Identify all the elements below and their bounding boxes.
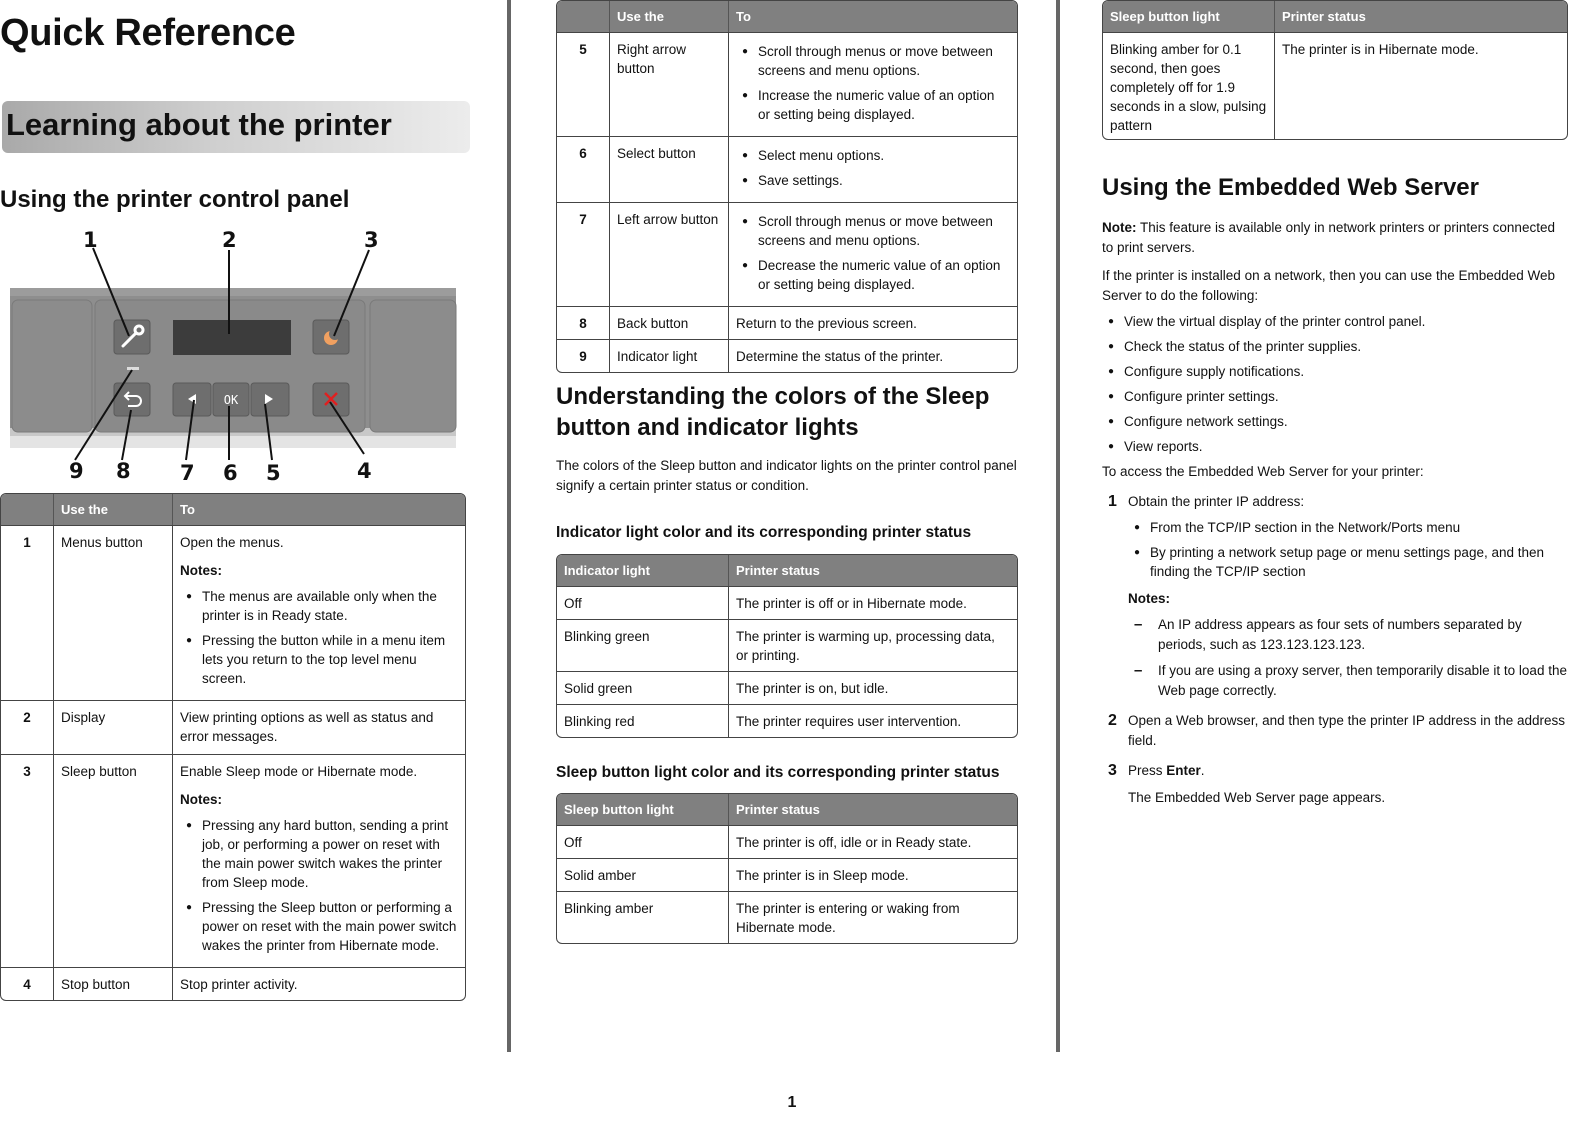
table-row bbox=[1103, 32, 1567, 139]
callout-7: 7 bbox=[180, 461, 195, 485]
ews-bullet: ● Check the status of the printer supplies. bbox=[1102, 337, 1568, 356]
control-panel-table-2 bbox=[556, 0, 1018, 373]
cell: Off bbox=[557, 586, 728, 619]
table-row bbox=[557, 671, 1017, 704]
step-result: The Embedded Web Server page appears. bbox=[1128, 790, 1386, 805]
step-bullet: ● From the TCP/IP section in the Network/Ports menu bbox=[1128, 518, 1568, 537]
row-number: 1 bbox=[1, 525, 53, 700]
step-text: Open a Web browser, and then type the printer IP address in the address field. bbox=[1128, 713, 1566, 748]
cell: The printer is on, but idle. bbox=[728, 671, 1017, 704]
row-number: 5 bbox=[557, 32, 609, 136]
table-header: Use the bbox=[609, 1, 728, 32]
row-use: Indicator light bbox=[609, 339, 728, 372]
table-header: To bbox=[728, 1, 1017, 32]
indicator-status-table bbox=[556, 554, 1018, 738]
bullet-item: ● Select menu options. bbox=[736, 146, 1010, 165]
table-row bbox=[557, 858, 1017, 891]
callout-4: 4 bbox=[357, 459, 372, 483]
row-number: 7 bbox=[557, 202, 609, 306]
row-number: 4 bbox=[1, 967, 53, 1000]
table-row bbox=[557, 825, 1017, 858]
bullet-item: ● Increase the numeric value of an option or setting being displayed. bbox=[736, 86, 1010, 124]
note-text: This feature is available only in network printers or printers connected to print servers. bbox=[1102, 220, 1555, 255]
cell: The printer is off, idle or in Ready state. bbox=[728, 825, 1017, 858]
ews-bullet: ● Configure network settings. bbox=[1102, 412, 1568, 431]
row-to bbox=[728, 202, 1017, 306]
callout-6: 6 bbox=[223, 461, 238, 485]
table-header: Sleep button light bbox=[557, 794, 728, 825]
row-to bbox=[172, 754, 465, 967]
step-text: Obtain the printer IP address: bbox=[1128, 494, 1305, 509]
banner-title: Learning about the printer bbox=[6, 107, 392, 142]
step-note: – If you are using a proxy server, then temporarily disable it to load the Web page correctly. bbox=[1128, 661, 1568, 701]
row-number: 3 bbox=[1, 754, 53, 967]
step-number: 1 bbox=[1108, 493, 1117, 510]
row-to bbox=[728, 136, 1017, 202]
table-row bbox=[557, 202, 1017, 306]
callout-3: 3 bbox=[364, 228, 379, 252]
cell: The printer is in Sleep mode. bbox=[728, 858, 1017, 891]
note-label: Note: bbox=[1102, 220, 1137, 235]
row-to: Return to the previous screen. bbox=[728, 306, 1017, 339]
cell: Solid green bbox=[557, 671, 728, 704]
cell: The printer requires user intervention. bbox=[728, 704, 1017, 737]
table-header: Sleep button light bbox=[1103, 1, 1274, 32]
control-panel-heading: Using the printer control panel bbox=[0, 186, 350, 213]
table-row bbox=[1, 700, 465, 754]
ews-steps bbox=[1102, 492, 1568, 808]
ews-bullet: ● View the virtual display of the printer control panel. bbox=[1102, 312, 1568, 331]
step-bullet: ● By printing a network setup page or menu settings page, and then finding the TCP/IP section bbox=[1128, 543, 1568, 581]
sleep-status-table bbox=[556, 793, 1018, 944]
row-to: Stop printer activity. bbox=[172, 967, 465, 1000]
table-row bbox=[557, 704, 1017, 737]
ews-heading: Using the Embedded Web Server bbox=[1102, 174, 1479, 201]
row-to-text: Open the menus. bbox=[180, 535, 284, 550]
page-title: Quick Reference bbox=[0, 12, 296, 54]
notes-label: Notes: bbox=[1128, 591, 1171, 606]
cell: The printer is off or in Hibernate mode. bbox=[728, 586, 1017, 619]
step-text-end: . bbox=[1200, 763, 1205, 778]
page-number: 1 bbox=[787, 1094, 797, 1111]
table-header bbox=[1, 494, 53, 525]
ews-note bbox=[1102, 218, 1568, 258]
table-row bbox=[1, 525, 465, 700]
control-panel-diagram bbox=[0, 228, 468, 486]
row-number: 6 bbox=[557, 136, 609, 202]
row-use: Back button bbox=[609, 306, 728, 339]
table-header: To bbox=[172, 494, 465, 525]
table-header: Printer status bbox=[728, 555, 1017, 586]
callout-8: 8 bbox=[116, 459, 131, 483]
cell: The printer is warming up, processing data, or printing. bbox=[728, 619, 1017, 671]
step-note: – An IP address appears as four sets of numbers separated by periods, such as 123.123.123.123. bbox=[1128, 615, 1568, 655]
bullet-item: ● Decrease the numeric value of an option or setting being displayed. bbox=[736, 256, 1010, 294]
ews-bullet: ● Configure printer settings. bbox=[1102, 387, 1568, 406]
cell: The printer is entering or waking from Hibernate mode. bbox=[728, 891, 1017, 943]
table-row bbox=[557, 586, 1017, 619]
note-item: ● Pressing the Sleep button or performing a power on reset with the main power switch wakes the printer from Hibernate mode. bbox=[180, 898, 458, 955]
indicator-light-graphic bbox=[127, 367, 139, 370]
section-banner bbox=[2, 101, 470, 153]
table-header: Printer status bbox=[1274, 1, 1567, 32]
table-header: Printer status bbox=[728, 794, 1017, 825]
table-row bbox=[557, 32, 1017, 136]
step-text: Press bbox=[1128, 763, 1163, 778]
ews-bullet: ● View reports. bbox=[1102, 437, 1568, 456]
row-use: Sleep button bbox=[53, 754, 172, 967]
step-3 bbox=[1102, 761, 1568, 808]
control-panel-table-1 bbox=[0, 493, 466, 1001]
colors-intro: The colors of the Sleep button and indicator lights on the printer control panel signify a certain printer status or condition. bbox=[556, 458, 1017, 493]
notes-label: Notes: bbox=[180, 792, 223, 807]
ews-access: To access the Embedded Web Server for your printer: bbox=[1102, 464, 1424, 479]
table-row bbox=[1, 967, 465, 1000]
table-header bbox=[557, 1, 609, 32]
cell: The printer is in Hibernate mode. bbox=[1274, 32, 1567, 139]
row-number: 9 bbox=[557, 339, 609, 372]
table-row bbox=[557, 891, 1017, 943]
table-row bbox=[557, 619, 1017, 671]
callout-1: 1 bbox=[83, 228, 98, 252]
row-number: 8 bbox=[557, 306, 609, 339]
ews-intro: If the printer is installed on a network, then you can use the Embedded Web Server to do the following: bbox=[1102, 268, 1556, 303]
cell: Blinking red bbox=[557, 704, 728, 737]
sleep-table-heading: Sleep button light color and its corresponding printer status bbox=[556, 764, 1000, 781]
colors-heading: Understanding the colors of the Sleep button and indicator lights bbox=[556, 383, 990, 441]
row-use: Display bbox=[53, 700, 172, 754]
notes-label: Notes: bbox=[180, 563, 223, 578]
callout-5: 5 bbox=[266, 461, 281, 485]
table-row bbox=[557, 306, 1017, 339]
bullet-item: ● Save settings. bbox=[736, 171, 1010, 190]
column-divider bbox=[507, 0, 511, 1052]
note-item: ● Pressing any hard button, sending a print job, or performing a power on reset with the main power switch wakes the printer from Sleep mode. bbox=[180, 816, 458, 892]
back-button-graphic bbox=[114, 383, 150, 416]
row-use: Menus button bbox=[53, 525, 172, 700]
row-use: Stop button bbox=[53, 967, 172, 1000]
ews-body bbox=[1102, 218, 1568, 818]
bullet-item: ● Scroll through menus or move between screens and menu options. bbox=[736, 42, 1010, 80]
row-use: Left arrow button bbox=[609, 202, 728, 306]
table-row bbox=[557, 339, 1017, 372]
callout-2: 2 bbox=[222, 228, 237, 252]
row-to bbox=[172, 525, 465, 700]
callout-9: 9 bbox=[69, 459, 84, 483]
control-panel-illustration bbox=[0, 228, 468, 486]
table-row bbox=[1, 754, 465, 967]
table-row bbox=[557, 136, 1017, 202]
cell: Blinking amber for 0.1 second, then goes completely off for 1.9 seconds in a slow, pulsing pattern bbox=[1103, 32, 1274, 139]
table-header: Use the bbox=[53, 494, 172, 525]
step-2 bbox=[1102, 711, 1568, 751]
ok-label: OK bbox=[223, 393, 239, 407]
cell: Blinking amber bbox=[557, 891, 728, 943]
row-to: View printing options as well as status and error messages. bbox=[172, 700, 465, 754]
note-item: ● The menus are available only when the printer is in Ready state. bbox=[180, 587, 458, 625]
ews-bullet: ● Configure supply notifications. bbox=[1102, 362, 1568, 381]
note-item: ● Pressing the button while in a menu item lets you return to the top level menu screen. bbox=[180, 631, 458, 688]
step-1 bbox=[1102, 492, 1568, 701]
table-header: Indicator light bbox=[557, 555, 728, 586]
row-use: Select button bbox=[609, 136, 728, 202]
bullet-item: ● Scroll through menus or move between screens and menu options. bbox=[736, 212, 1010, 250]
cell: Solid amber bbox=[557, 858, 728, 891]
row-number: 2 bbox=[1, 700, 53, 754]
cell: Off bbox=[557, 825, 728, 858]
column-divider bbox=[1056, 0, 1060, 1052]
step-number: 3 bbox=[1108, 762, 1117, 779]
row-to-text: Enable Sleep mode or Hibernate mode. bbox=[180, 764, 418, 779]
row-to: Determine the status of the printer. bbox=[728, 339, 1017, 372]
display-screen bbox=[173, 320, 291, 355]
indicator-table-heading: Indicator light color and its corresponding printer status bbox=[556, 524, 972, 541]
row-to bbox=[728, 32, 1017, 136]
row-use: Right arrow button bbox=[609, 32, 728, 136]
cell: Blinking green bbox=[557, 619, 728, 671]
sleep-status-table-continued bbox=[1102, 0, 1568, 140]
enter-key-label: Enter bbox=[1166, 763, 1201, 778]
step-number: 2 bbox=[1108, 712, 1117, 729]
